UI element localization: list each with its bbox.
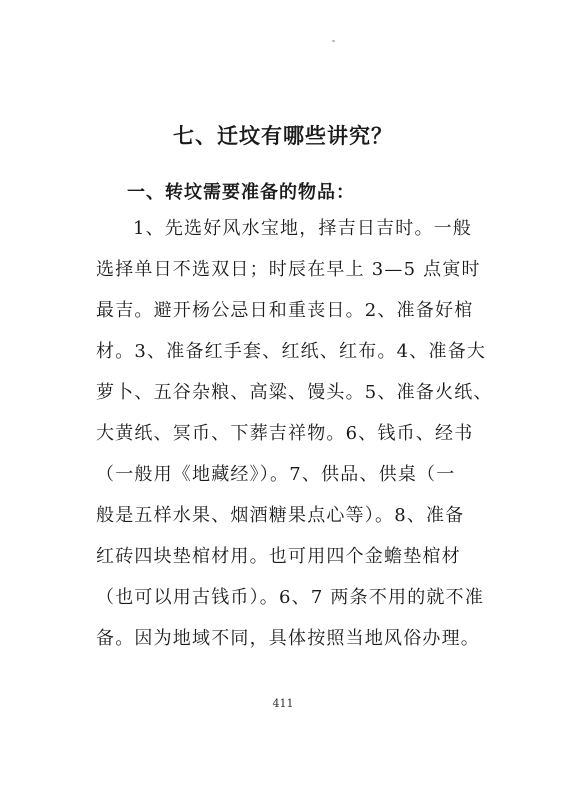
body-line: 大黄纸、冥币、下葬吉祥物。6、钱币、经书 (96, 423, 474, 444)
body-line: 备。因为地域不同，具体按照当地风俗办理。 (96, 628, 480, 649)
body-line: 选择单日不选双日；时辰在早上 3—5 点寅时 (96, 259, 481, 280)
body-line: 最吉。避开杨公忌日和重丧日。2、准备好棺 (96, 300, 474, 321)
page-number: 411 (272, 697, 294, 710)
body-line: 1、先选好风水宝地，择吉日吉时。一般 (133, 218, 473, 239)
body-line: 红砖四块垫棺材用。也可用四个金蟾垫棺材 (96, 546, 461, 567)
body-line: 萝卜、五谷杂粮、高粱、馒头。5、准备火纸、 (96, 382, 493, 403)
page-title: 七、迁坟有哪些讲究？ (173, 124, 393, 148)
body-line: 材。3、准备红手套、红纸、红布。4、准备大 (96, 341, 487, 362)
body-line: （一般用《地藏经》）。7、供品、供桌（一 (96, 464, 456, 485)
body-line: 般是五样水果、烟酒糖果点心等）。8、准备 (96, 505, 465, 526)
scan-speck (332, 40, 335, 42)
body-line: （也可以用古钱币）。6、7 两条不用的就不准 (96, 587, 485, 608)
section-heading: 一、转坟需要准备的物品： (127, 182, 355, 203)
